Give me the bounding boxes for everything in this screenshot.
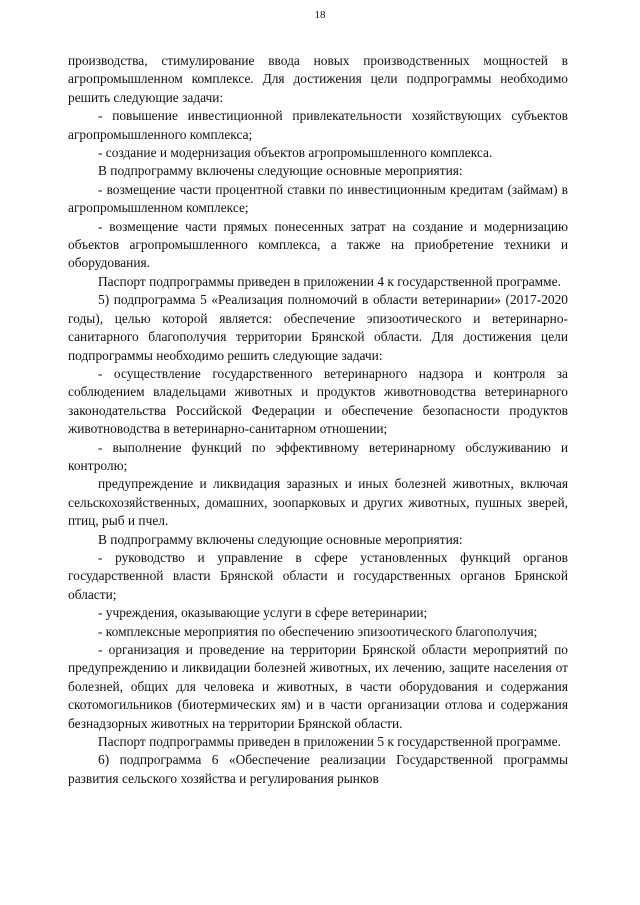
paragraph: Паспорт подпрограммы приведен в приложении 4 к государственной программе. — [98, 273, 561, 289]
paragraph: - организация и проведение на территории Брянской области мероприятий по предупреждению и ликвидации болезней животных, их лечению, защите населения от болезней, общих для человека и животных, в части оборудования и содержания скотомогильников (биотермических ям) и в части организации отлова и содержания безнадзорных животных на территории Брянской области. — [68, 642, 568, 731]
paragraph: - комплексные мероприятия по обеспечению эпизоотического благополучия; — [98, 623, 538, 639]
paragraph: 5) подпрограмма 5 «Реализация полномочий в области ветеринарии» (2017-2020 годы), целью которой является: обеспечение эпизоотического и ветеринарно-санитарного благополучия территории Брянской области. Для достижения цели подпрограммы необходимо решить следующие задачи: — [68, 292, 568, 363]
paragraph: 6) подпрограмма 6 «Обеспечение реализации Государственной программы развития сельского хозяйства и регулирования рынков — [68, 752, 568, 786]
document-body — [68, 52, 568, 788]
page-number: 18 — [314, 9, 326, 21]
paragraph: В подпрограмму включены следующие основные мероприятия: — [98, 163, 463, 179]
paragraph: - выполнение функций по эффективному ветеринарному обслуживанию и контролю; — [68, 439, 568, 473]
paragraph: предупреждение и ликвидация заразных и иных болезней животных, включая сельскохозяйственных, домашних, зоопарковых и других животных, пушных зверей, птиц, рыб и пчел. — [68, 476, 568, 529]
paragraph: - возмещение части прямых понесенных затрат на создание и модернизацию объектов агропромышленного комплекса, а также на приобретение техники и оборудования. — [68, 218, 568, 271]
paragraph: Паспорт подпрограммы приведен в приложении 5 к государственной программе. — [98, 734, 561, 750]
paragraph: - повышение инвестиционной привлекательности хозяйствующих субъектов агропромышленного комплекса; — [68, 108, 568, 142]
paragraph: В подпрограмму включены следующие основные мероприятия: — [98, 531, 463, 547]
paragraph: - создание и модернизация объектов агропромышленного комплекса. — [98, 145, 493, 161]
paragraph: - учреждения, оказывающие услуги в сфере ветеринарии; — [98, 605, 428, 621]
paragraph: - возмещение части процентной ставки по инвестиционным кредитам (займам) в агропромышленном комплексе; — [68, 181, 568, 216]
paragraph: - руководство и управление в сфере установленных функций органов государственной власти Брянской области и государственных органов Брянской области; — [68, 549, 568, 602]
paragraph: - осуществление государственного ветеринарного надзора и контроля за соблюдением владельцами животных и продуктов животноводства ветеринарного законодательства Российской Федерации и обеспечение безопасности продуктов животноводства в ветеринарно-санитарном отношении; — [68, 365, 568, 437]
paragraph: производства, стимулирование ввода новых производственных мощностей в агропромышленном комплексе. Для достижения цели подпрограммы необходимо решить следующие задачи: — [68, 53, 568, 105]
